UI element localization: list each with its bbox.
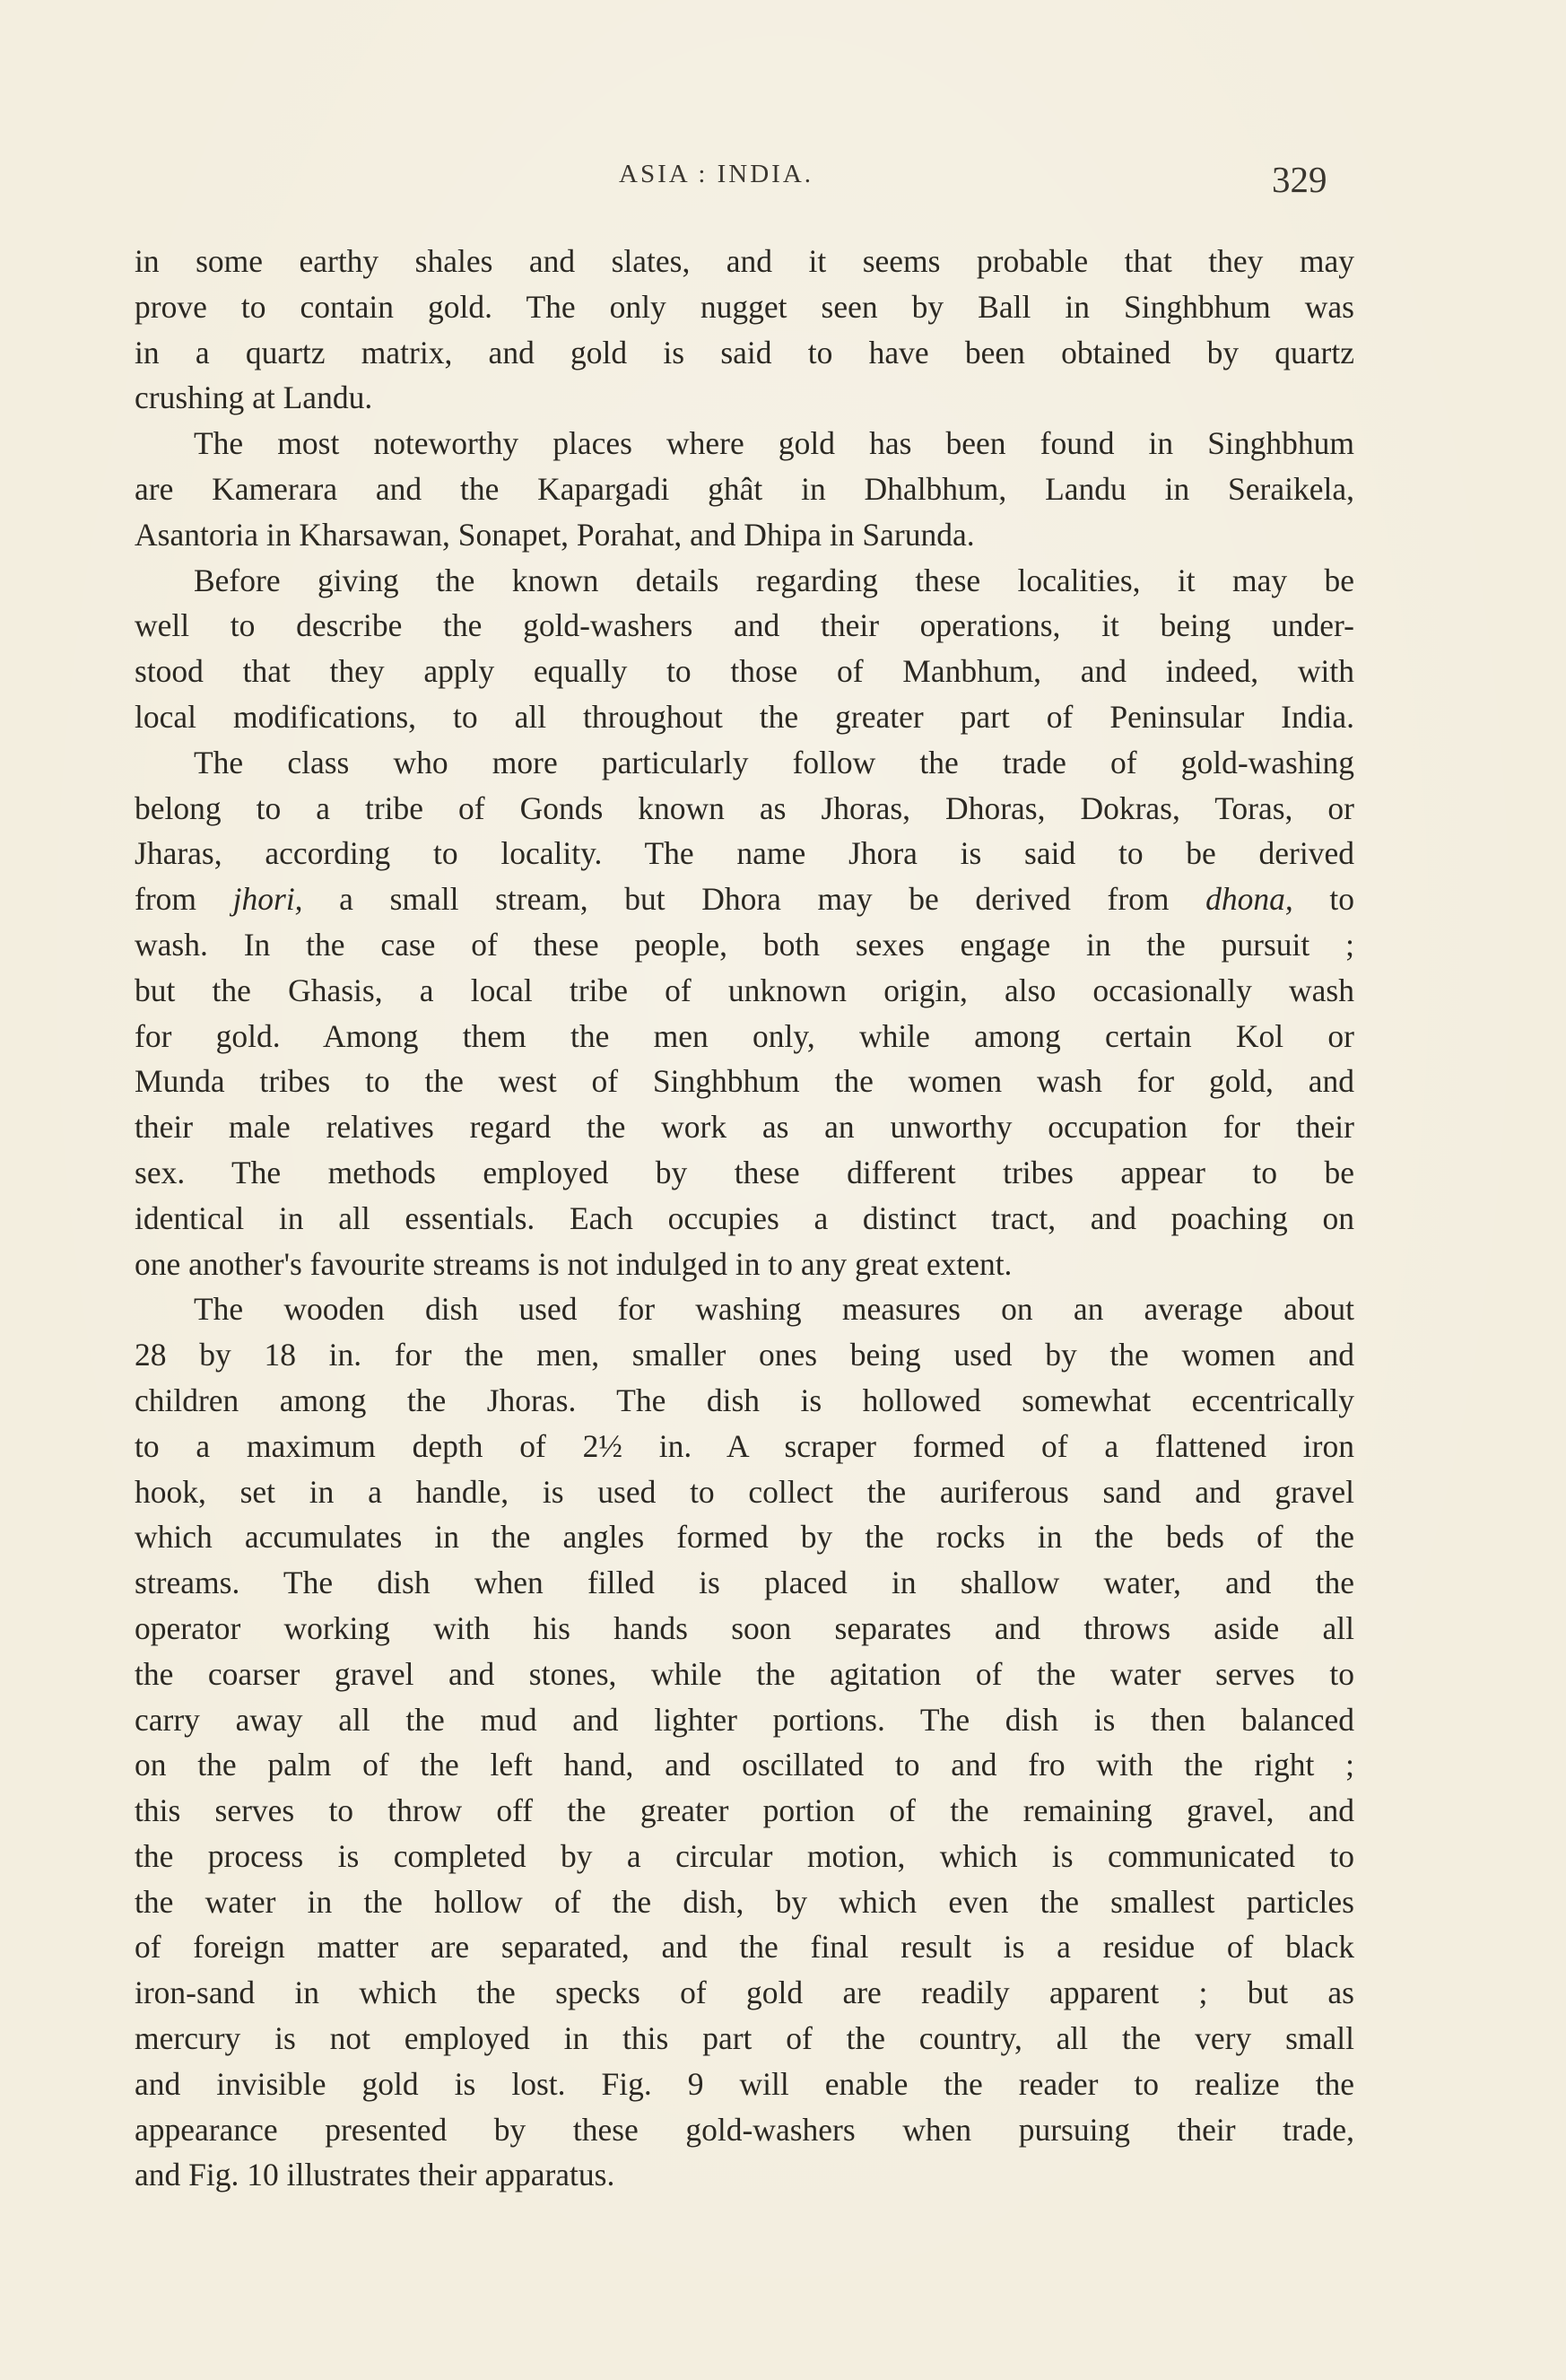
page-number: 329 (1272, 159, 1327, 200)
text-line: belong to a tribe of Gonds known as Jhoras, Dhoras, Dokras, Toras, or (135, 789, 1354, 826)
text-line: local modifications, to all throughout the greater part of Peninsular India. (135, 698, 1354, 735)
text-line: operator working with his hands soon separates and throws aside all (135, 1609, 1354, 1646)
text-line: their male relatives regard the work as an unworthy occupation for their (135, 1109, 1354, 1146)
text-line: to a maximum depth of 2½ in. A scraper formed of a flattened iron (135, 1427, 1354, 1464)
text-line-with-italics (135, 876, 1354, 922)
text-line: appearance presented by these gold-washers when pursuing their trade, (135, 2111, 1354, 2148)
text-line: in some earthy shales and slates, and it seems probable that they may (135, 243, 1354, 279)
text-line: and invisible gold is lost. Fig. 9 will enable the reader to realize the (135, 2065, 1354, 2102)
text-line: on the palm of the left hand, and oscillated to and fro with the right ; (135, 1747, 1354, 1783)
text-line: sex. The methods employed by these different tribes appear to be (135, 1154, 1354, 1190)
body-text (135, 239, 1354, 2198)
italic-term-dhona: dhona, (1205, 881, 1293, 918)
text-line: the water in the hollow of the dish, by which even the smallest particles (135, 1883, 1354, 1920)
text-line: Before giving the known details regarding these localities, it may be (194, 562, 1354, 598)
text-line: identical in all essentials. Each occupies a distinct tract, and poaching on (135, 1199, 1354, 1236)
text-line: and Fig. 10 illustrates their apparatus. (135, 2157, 615, 2193)
text-line: The most noteworthy places where gold has been found in Singhbhum (194, 425, 1354, 462)
text-line: iron-sand in which the specks of gold are readily apparent ; but as (135, 1975, 1354, 2011)
text-line: The wooden dish used for washing measures on an average about (194, 1291, 1354, 1328)
text-line: Asantoria in Kharsawan, Sonapet, Porahat, and Dhipa in Sarunda. (135, 516, 975, 553)
text-line: carry away all the mud and lighter portions. The dish is then balanced (135, 1701, 1354, 1738)
text-line: the process is completed by a circular motion, which is communicated to (135, 1837, 1354, 1874)
text-line: Munda tribes to the west of Singhbhum the women wash for gold, and (135, 1063, 1354, 1100)
text-line: mercury is not employed in this part of the country, all the very small (135, 2020, 1354, 2057)
text-line: children among the Jhoras. The dish is hollowed somewhat eccentrically (135, 1382, 1354, 1418)
text-line: well to describe the gold-washers and their operations, it being under- (135, 607, 1354, 644)
italic-term-jhori: jhori, (232, 881, 303, 918)
text-line: are Kamerara and the Kapargadi ghât in Dhalbhum, Landu in Seraikela, (135, 470, 1354, 507)
text-line: the coarser gravel and stones, while the agitation of the water serves to (135, 1655, 1354, 1692)
text-line: streams. The dish when filled is placed in shallow water, and the (135, 1565, 1354, 1601)
text-line: this serves to throw off the greater portion of the remaining gravel, and (135, 1792, 1354, 1829)
text-line: prove to contain gold. The only nugget seen by Ball in Singhbhum was (135, 288, 1354, 325)
text-line: The class who more particularly follow the trade of gold-washing (194, 744, 1354, 780)
running-head (0, 160, 1566, 205)
text-line: crushing at Landu. (135, 379, 373, 416)
text-line: hook, set in a handle, is used to collect the auriferous sand and gravel (135, 1473, 1354, 1510)
text-segment: from (135, 881, 233, 918)
text-line: wash. In the case of these people, both sexes engage in the pursuit ; (135, 926, 1354, 963)
text-segment: a small stream, but Dhora may be derived from (302, 881, 1206, 918)
text-segment: to (1292, 881, 1355, 918)
text-line: stood that they apply equally to those of Manbhum, and indeed, with (135, 653, 1354, 690)
text-line: Jharas, according to locality. The name Jhora is said to be derived (135, 835, 1354, 872)
text-line: but the Ghasis, a local tribe of unknown origin, also occasionally wash (135, 972, 1354, 1008)
text-line: in a quartz matrix, and gold is said to have been obtained by quartz (135, 334, 1354, 371)
text-line: which accumulates in the angles formed by the rocks in the beds of the (135, 1519, 1354, 1556)
running-head-title: ASIA : INDIA. (619, 160, 814, 188)
text-line: one another's favourite streams is not indulged in to any great extent. (135, 1245, 1013, 1282)
text-line: of foreign matter are separated, and the final result is a residue of black (135, 1929, 1354, 1966)
text-line: 28 by 18 in. for the men, smaller ones being used by the women and (135, 1337, 1354, 1373)
text-line: for gold. Among them the men only, while among certain Kol or (135, 1017, 1354, 1054)
